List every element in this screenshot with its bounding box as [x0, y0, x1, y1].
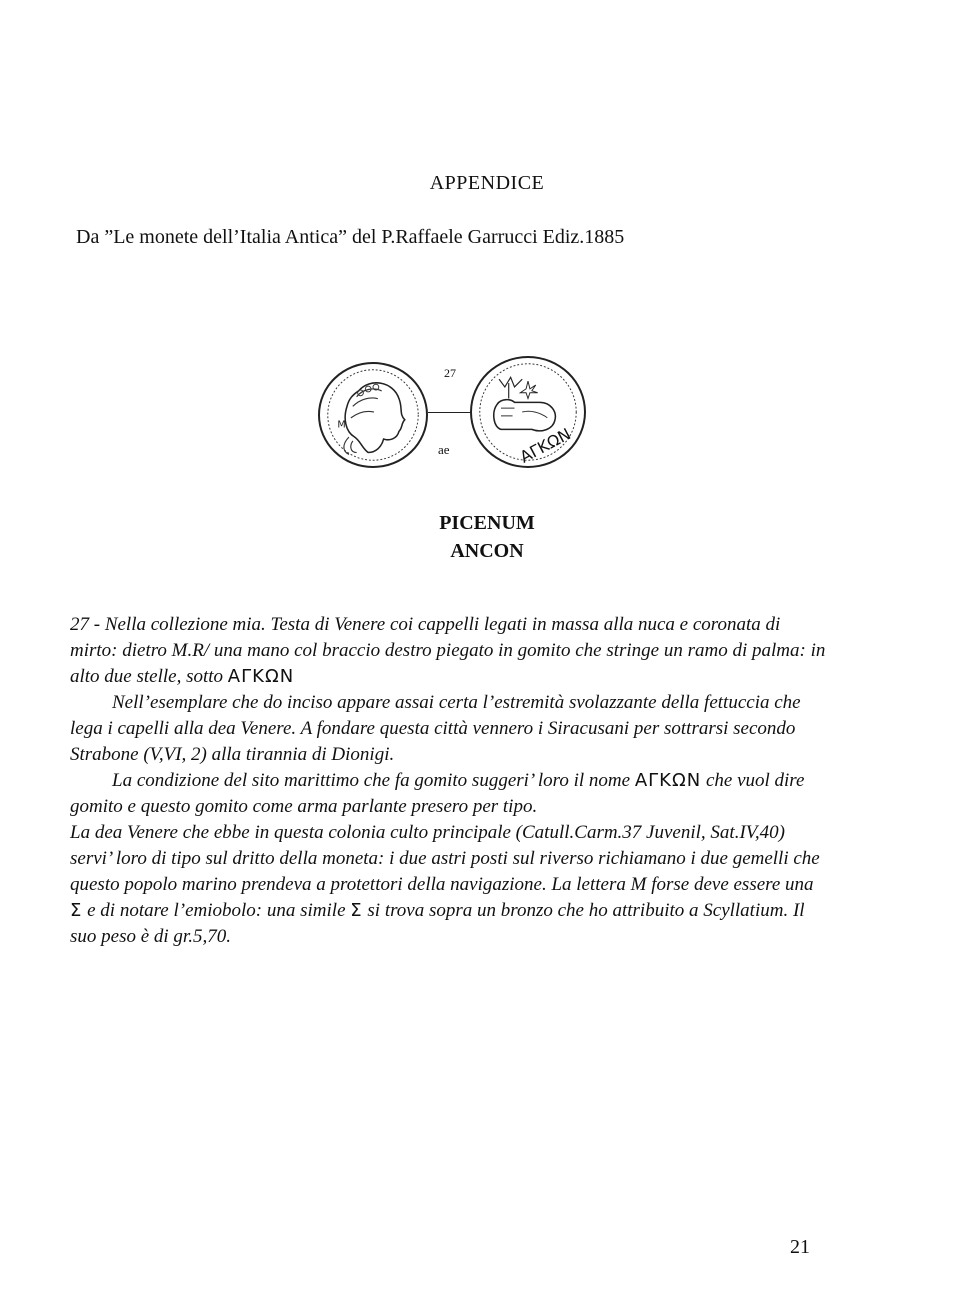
paragraph-1-text: 27 - Nella collezione mia. Testa di Venere coi cappelli legati in massa alla nuca e coronata di mirto: dietro M.R/ una mano col braccio destro piegato in gomito che stringe un ramo di palma: in alto due stelle, sotto — [70, 614, 826, 687]
sigma-symbol: Σ — [350, 900, 363, 921]
figure-metal-label: ae — [438, 442, 450, 457]
coin-obverse — [318, 362, 428, 468]
paragraph-3 — [70, 768, 830, 820]
svg-text:M: M — [337, 419, 346, 431]
coin-reverse — [470, 356, 586, 468]
coin-reverse-legend: ΑΓΚΩΝ — [516, 424, 574, 467]
paragraph-2 — [70, 690, 830, 768]
figure-number: 27 — [444, 366, 456, 380]
greek-legend: ΑΓΚΩΝ — [634, 770, 702, 791]
sigma-symbol: Ʃ — [70, 900, 83, 921]
paragraph-2-text: Nell’esemplare che do inciso appare assai certa l’estremità svolazzante della fettuccia che lega i capelli alla dea Venere. A fondare questa città vennero i Siracusani per sottrarsi secondo Strabone (V,VI, 2) alla tirannia di Dionigi. — [70, 692, 801, 765]
greek-legend: ΑΓΚΩΝ — [227, 666, 295, 687]
region-title: PICENUM — [439, 512, 535, 534]
paragraph-4-text-mid: e di notare l’emiobolo: una simile — [82, 900, 351, 921]
venus-head-icon — [320, 364, 426, 466]
paragraph-4-text: La dea Venere che ebbe in questa colonia culto principale (Catull.Carm.37 Juvenil, Sat.IV,40) servi’ loro di tipo sul dritto della moneta: i due astri posti sul riverso richiamano i due gemelli che questo popolo marino prendeva a protettori della navigazione. La lettera M forse deve essere una — [70, 822, 820, 895]
page-number: 21 — [790, 1236, 810, 1258]
figure-connector-line — [428, 412, 470, 413]
page-heading: APPENDICE — [429, 172, 545, 194]
paragraph-3-text-after: che vuol dire gomito e questo gomito come arma parlante presero per tipo. — [70, 770, 805, 817]
paragraph-1 — [70, 612, 830, 690]
source-citation: Da ”Le monete dell’Italia Antica” del P.Raffaele Garrucci Ediz.1885 — [76, 226, 625, 248]
paragraph-3-text-before: La condizione del sito marittimo che fa gomito suggeri’ loro il nome — [112, 770, 635, 791]
description-text — [70, 612, 830, 950]
paragraph-4 — [70, 820, 830, 950]
city-title: ANCON — [450, 540, 524, 562]
paragraph-4-text-after: si trova sopra un bronzo che ho attribuito a Scyllatium. Il suo peso è di gr.5,70. — [70, 900, 805, 947]
coin-figure — [318, 356, 608, 472]
